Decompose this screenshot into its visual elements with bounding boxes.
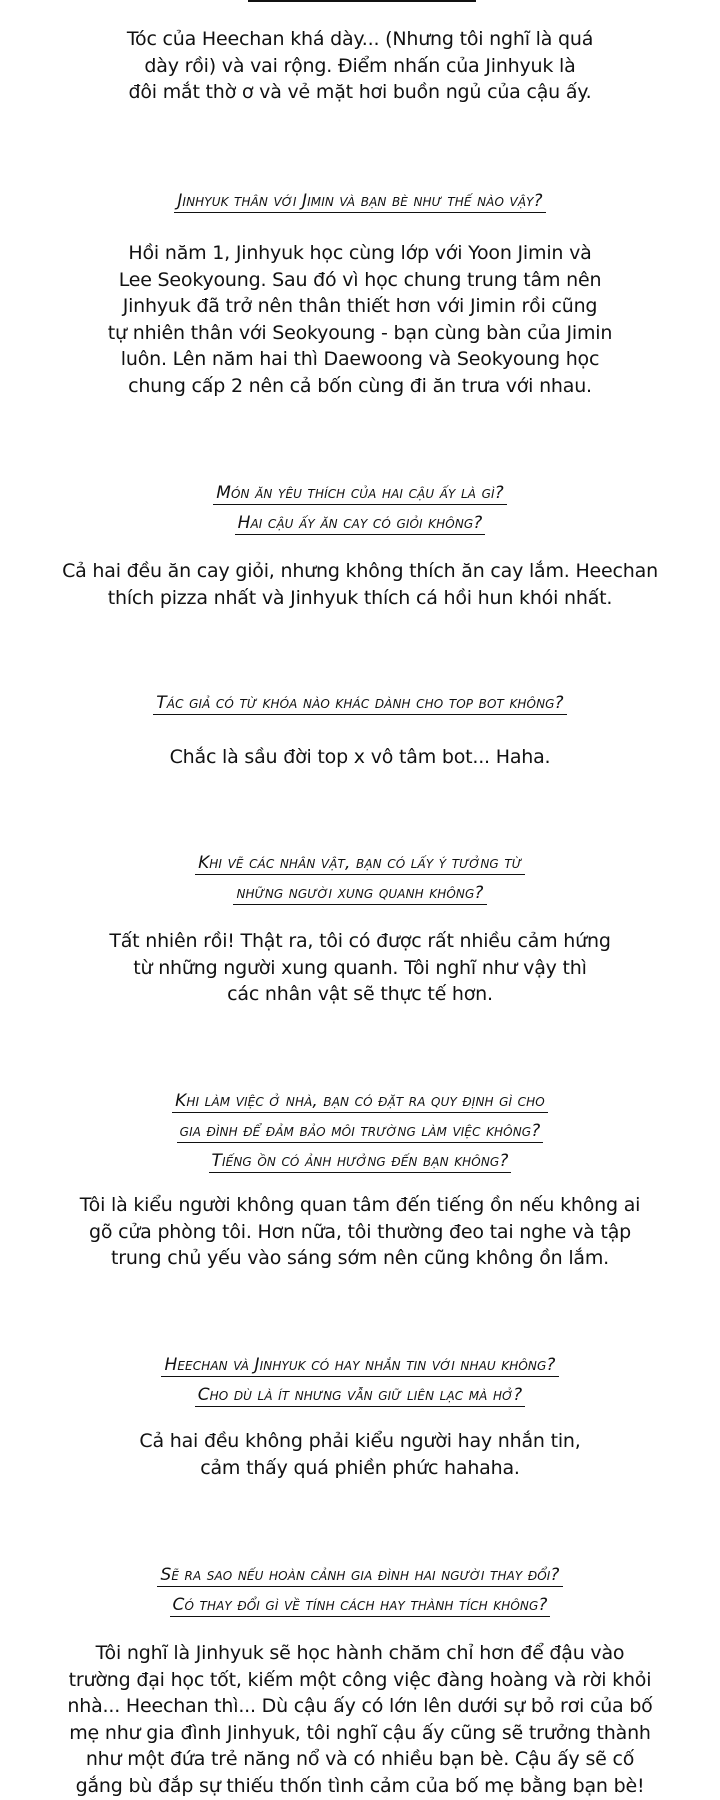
qa-answer-6	[0, 1428, 720, 1481]
question-line: Cho dù là ít nhưng vẫn giữ liên lạc mà hở?	[195, 1385, 526, 1407]
qa-answer-3	[0, 744, 720, 771]
question-line: Có thay đổi gì về tính cách hay thành tích không?	[170, 1595, 551, 1617]
qa-answer-1	[0, 240, 720, 399]
qa-answer-4	[0, 928, 720, 1008]
qa-question-4	[0, 850, 720, 910]
answer-text: Chắc là sầu đời top x vô tâm bot... Haha.	[169, 746, 551, 768]
qa-question-1	[0, 188, 720, 218]
question-line: những người xung quanh không?	[233, 883, 486, 905]
answer-text: Tất nhiên rồi! Thật ra, tôi có được rất nhiều cảm hứng từ những người xung quanh. Tôi nghĩ như vậy thì các nhân vật sẽ thực tế hơn.	[109, 930, 611, 1005]
answer-text: Tôi là kiểu người không quan tâm đến tiếng ồn nếu không ai gõ cửa phòng tôi. Hơn nữa, tôi thường đeo tai nghe và tập trung chủ yếu vào sáng sớm nên cũng không ồn lắm.	[79, 1194, 641, 1269]
qa-question-2	[0, 480, 720, 540]
qa-answer-7	[0, 1640, 720, 1799]
answer-text: Hồi năm 1, Jinhyuk học cùng lớp với Yoon Jimin và Lee Seokyoung. Sau đó vì học chung trung tâm nên Jinhyuk đã trở nên thân thiết hơn với Jimin rồi cũng tự nhiên thân với Seokyoung - bạn cùng bàn của Jimin luôn. Lên năm hai thì Daewoong và Seokyoung học chung cấp 2 nên cả bốn cùng đi ăn trưa với nhau.	[107, 242, 613, 397]
question-line: Heechan và Jinhyuk có hay nhắn tin với nhau không?	[161, 1355, 558, 1377]
answer-text: Tôi nghĩ là Jinhyuk sẽ học hành chăm chỉ hơn để đậu vào trường đại học tốt, kiếm một công việc đàng hoàng và rời khỏi nhà... Heechan thì... Dù cậu ấy có lớn lên dưới sự bỏ rơi của bố mẹ như gia đình Jinhyuk, tôi nghĩ cậu ấy cũng sẽ trưởng thành như một đứa trẻ năng nổ và có nhiều bạn bè. Cậu ấy sẽ cố gắng bù đắp sự thiếu thốn tình cảm của bố mẹ bằng bạn bè!	[67, 1642, 653, 1797]
question-line: Jinhyuk thân với Jimin và bạn bè như thế nào vậy?	[174, 191, 545, 213]
qa-question-3	[0, 690, 720, 720]
question-line: Tiếng ồn có ảnh hưởng đến bạn không?	[209, 1151, 512, 1173]
question-line: Món ăn yêu thích của hai cậu ấy là gì?	[213, 483, 507, 505]
qa-question-7	[0, 1562, 720, 1622]
qa-answer-5	[0, 1192, 720, 1272]
question-line: Sẽ ra sao nếu hoàn cảnh gia đình hai người thay đổi?	[157, 1565, 562, 1587]
answer-text: Cả hai đều không phải kiểu người hay nhắn tin, cảm thấy quá phiền phức hahaha.	[139, 1430, 581, 1479]
question-line: Tác giả có từ khóa nào khác dành cho top bot không?	[153, 693, 566, 715]
question-line: Khi vẽ các nhân vật, bạn có lấy ý tưởng từ	[195, 853, 525, 875]
intro-answer-block	[0, 26, 720, 106]
question-line: Hai cậu ấy ăn cay có giỏi không?	[235, 513, 486, 535]
qa-answer-2	[0, 558, 720, 611]
top-divider	[248, 0, 476, 2]
qa-question-5	[0, 1088, 720, 1178]
intro-answer: Tóc của Heechan khá dày... (Nhưng tôi nghĩ là quá dày rồi) và vai rộng. Điểm nhấn của Jinhyuk là đôi mắt thờ ơ và vẻ mặt hơi buồn ngủ của cậu ấy.	[126, 28, 594, 103]
question-line: gia đình để đảm bảo môi trường làm việc không?	[177, 1121, 544, 1143]
question-line: Khi làm việc ở nhà, bạn có đặt ra quy định gì cho	[172, 1091, 548, 1113]
qa-question-6	[0, 1352, 720, 1412]
answer-text: Cả hai đều ăn cay giỏi, nhưng không thích ăn cay lắm. Heechan thích pizza nhất và Jinhyuk thích cá hồi hun khói nhất.	[62, 560, 658, 609]
